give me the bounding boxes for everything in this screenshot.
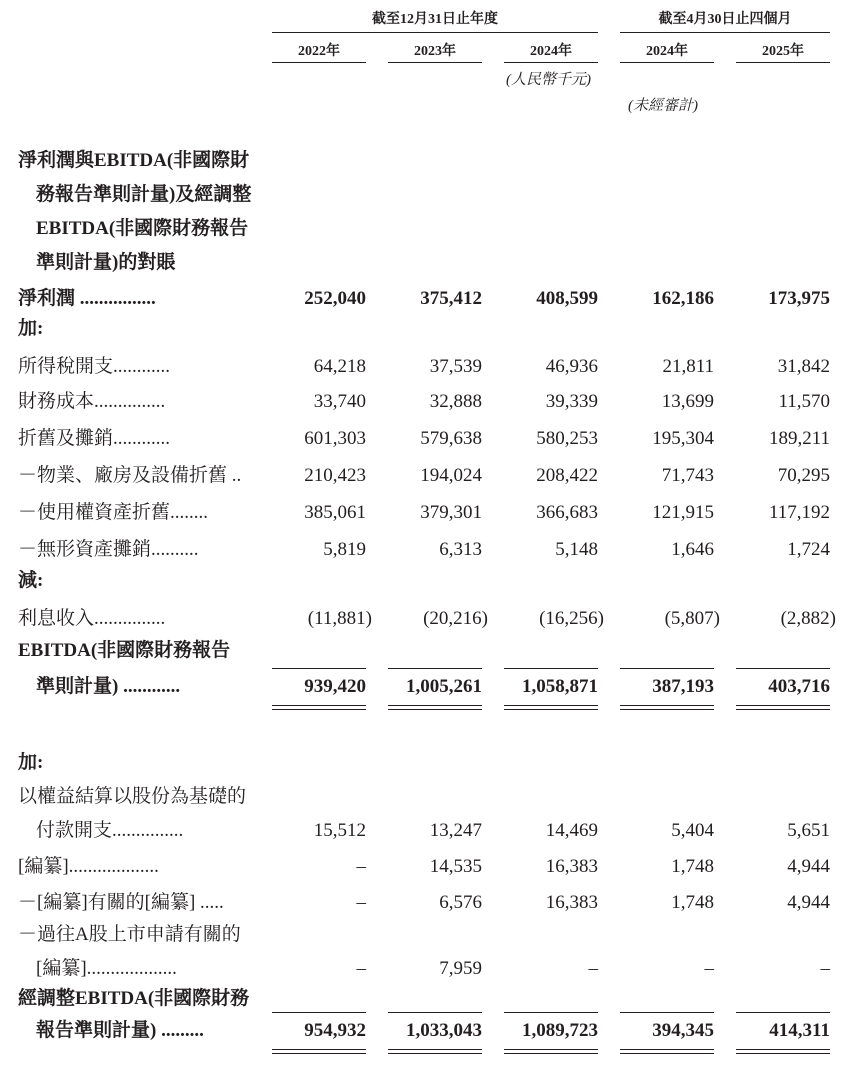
section-title-line-1: 淨利潤與EBITDA(非國際財	[18, 150, 250, 171]
cell-ebitda-2023: 1,005,261	[406, 676, 482, 697]
double-rule-adj-ebitda-2022	[272, 1049, 366, 1054]
cell-adj-ebitda-2024-period: 394,345	[652, 1020, 714, 1041]
row-label-ebitda-line-2: 準則計量) ............	[36, 676, 181, 697]
cell-depreciation-2024-period: 195,304	[652, 428, 714, 449]
double-rule-ebitda-2024-period	[620, 705, 714, 710]
header-group-four-months-rule	[620, 32, 830, 33]
cell-depreciation-2022: 601,303	[304, 428, 366, 449]
row-label-less: 減:	[18, 570, 44, 591]
row-label-share-payment-line-2: 付款開支...............	[36, 820, 184, 841]
header-year-2025-period: 2025年	[762, 44, 804, 59]
cell-share-payment-2025-period: 5,651	[787, 820, 830, 841]
cell-ppe-depreciation-2024-full: 208,422	[536, 465, 598, 486]
cell-listing-2022: –	[356, 958, 366, 979]
double-rule-adj-ebitda-2024-period	[620, 1049, 714, 1054]
rule-above-adj-ebitda-2023	[388, 1012, 482, 1013]
double-rule-ebitda-2023	[388, 705, 482, 710]
cell-adj-ebitda-2022: 954,932	[304, 1020, 366, 1041]
cell-income-tax-2022: 64,218	[313, 356, 366, 377]
header-group-year-end: 截至12月31日止年度	[372, 12, 498, 27]
cell-net-profit-2022: 252,040	[304, 288, 366, 309]
cell-ppe-depreciation-2023: 194,024	[420, 465, 482, 486]
row-label-finance-cost: 財務成本...............	[18, 391, 166, 412]
cell-redacted-related-2022: –	[356, 892, 366, 913]
double-rule-adj-ebitda-2025-period	[736, 1049, 830, 1054]
cell-ebitda-2025-period: 403,716	[768, 676, 830, 697]
cell-rou-depreciation-2024-full: 366,683	[536, 502, 598, 523]
cell-intangible-2023: 6,313	[439, 539, 482, 560]
cell-finance-cost-2022: 33,740	[313, 391, 366, 412]
cell-share-payment-2024-period: 5,404	[671, 820, 714, 841]
cell-income-tax-2023: 37,539	[429, 356, 482, 377]
header-year-rule-2022	[272, 62, 366, 63]
cell-listing-2023: 7,959	[439, 958, 482, 979]
cell-ebitda-2024-full: 1,058,871	[522, 676, 598, 697]
row-label-net-profit: 淨利潤 ................	[18, 288, 156, 309]
cell-redacted-2023: 14,535	[429, 856, 482, 877]
cell-interest-income-2024-full: (16,256)	[539, 608, 604, 629]
cell-listing-2024-full: –	[588, 958, 598, 979]
cell-ebitda-2022: 939,420	[304, 676, 366, 697]
row-label-rou-depreciation: －使用權資產折舊........	[18, 502, 209, 523]
row-label-redacted: [編纂]...................	[18, 856, 159, 877]
header-year-2023: 2023年	[414, 44, 456, 59]
cell-depreciation-2024-full: 580,253	[536, 428, 598, 449]
rule-above-ebitda-2025-period	[736, 668, 830, 669]
row-label-listing-line-1: －過往A股上市申請有關的	[18, 924, 241, 945]
double-rule-adj-ebitda-2024-full	[504, 1049, 598, 1054]
double-rule-ebitda-2025-period	[736, 705, 830, 710]
header-year-rule-2024-period	[620, 62, 714, 63]
cell-ppe-depreciation-2025-period: 70,295	[777, 465, 830, 486]
cell-redacted-2024-period: 1,748	[671, 856, 714, 877]
cell-finance-cost-2024-period: 13,699	[661, 391, 714, 412]
rule-above-adj-ebitda-2024-full	[504, 1012, 598, 1013]
cell-interest-income-2025-period: (2,882)	[780, 608, 836, 629]
header-group-four-months: 截至4月30日止四個月	[658, 12, 792, 27]
row-label-ebitda-line-1: EBITDA(非國際財務報告	[18, 640, 231, 661]
unaudited-note: (未經審計)	[628, 98, 698, 114]
row-label-adj-ebitda-line-1: 經調整EBITDA(非國際財務	[18, 988, 250, 1009]
cell-income-tax-2024-full: 46,936	[545, 356, 598, 377]
cell-ebitda-2024-period: 387,193	[652, 676, 714, 697]
row-label-listing-line-2: [編纂]...................	[36, 958, 177, 979]
cell-finance-cost-2023: 32,888	[429, 391, 482, 412]
rule-above-adj-ebitda-2025-period	[736, 1012, 830, 1013]
cell-rou-depreciation-2022: 385,061	[304, 502, 366, 523]
rule-above-adj-ebitda-2024-period	[620, 1012, 714, 1013]
cell-redacted-2025-period: 4,944	[787, 856, 830, 877]
cell-intangible-2022: 5,819	[323, 539, 366, 560]
cell-rou-depreciation-2025-period: 117,192	[768, 502, 830, 523]
cell-depreciation-2023: 579,638	[420, 428, 482, 449]
cell-rou-depreciation-2024-period: 121,915	[652, 502, 714, 523]
cell-income-tax-2024-period: 21,811	[662, 356, 714, 377]
cell-income-tax-2025-period: 31,842	[777, 356, 830, 377]
cell-ppe-depreciation-2022: 210,423	[304, 465, 366, 486]
cell-redacted-related-2023: 6,576	[439, 892, 482, 913]
cell-finance-cost-2024-full: 39,339	[545, 391, 598, 412]
cell-finance-cost-2025-period: 11,570	[778, 391, 830, 412]
cell-interest-income-2023: (20,216)	[423, 608, 488, 629]
double-rule-ebitda-2024-full	[504, 705, 598, 710]
cell-redacted-2022: –	[356, 856, 366, 877]
row-label-share-payment-line-1: 以權益結算以股份為基礎的	[18, 786, 247, 807]
header-year-rule-2025-period	[736, 62, 830, 63]
section-title-line-2: 務報告準則計量)及經調整	[36, 184, 252, 205]
rule-above-adj-ebitda-2022	[272, 1012, 366, 1013]
section-title-line-4: 準則計量)的對賬	[36, 252, 176, 273]
cell-intangible-2024-period: 1,646	[671, 539, 714, 560]
row-label-depreciation: 折舊及攤銷............	[18, 428, 171, 449]
rule-above-ebitda-2024-period	[620, 668, 714, 669]
cell-listing-2025-period: –	[820, 958, 830, 979]
cell-net-profit-2024-full: 408,599	[536, 288, 598, 309]
cell-ppe-depreciation-2024-period: 71,743	[661, 465, 714, 486]
header-year-2024-period: 2024年	[646, 44, 688, 59]
cell-intangible-2024-full: 5,148	[555, 539, 598, 560]
header-year-rule-2024-full	[504, 62, 598, 63]
cell-net-profit-2023: 375,412	[420, 288, 482, 309]
cell-interest-income-2022: (11,881)	[307, 608, 372, 629]
cell-net-profit-2025-period: 173,975	[768, 288, 830, 309]
header-year-2024-full: 2024年	[530, 44, 572, 59]
row-label-ppe-depreciation: －物業、廠房及設備折舊 ..	[18, 465, 242, 486]
cell-listing-2024-period: –	[704, 958, 714, 979]
cell-net-profit-2024-period: 162,186	[652, 288, 714, 309]
row-label-redacted-related: －[編纂]有關的[編纂] .....	[18, 892, 224, 913]
section-title-line-3: EBITDA(非國際財務報告	[36, 218, 249, 239]
rule-above-ebitda-2022	[272, 668, 366, 669]
row-label-interest-income: 利息收入...............	[18, 608, 166, 629]
cell-rou-depreciation-2023: 379,301	[420, 502, 482, 523]
rule-above-ebitda-2023	[388, 668, 482, 669]
double-rule-ebitda-2022	[272, 705, 366, 710]
cell-adj-ebitda-2023: 1,033,043	[406, 1020, 482, 1041]
cell-adj-ebitda-2025-period: 414,311	[769, 1020, 830, 1041]
header-year-rule-2023	[388, 62, 482, 63]
cell-redacted-related-2024-period: 1,748	[671, 892, 714, 913]
header-year-2022: 2022年	[298, 44, 340, 59]
cell-interest-income-2024-period: (5,807)	[664, 608, 720, 629]
header-group-year-end-rule	[272, 32, 598, 33]
cell-redacted-2024-full: 16,383	[545, 856, 598, 877]
cell-redacted-related-2024-full: 16,383	[545, 892, 598, 913]
row-label-add-1: 加:	[18, 318, 44, 339]
cell-adj-ebitda-2024-full: 1,089,723	[522, 1020, 598, 1041]
row-label-adj-ebitda-line-2: 報告準則計量) .........	[36, 1020, 204, 1041]
cell-depreciation-2025-period: 189,211	[768, 428, 830, 449]
rule-above-ebitda-2024-full	[504, 668, 598, 669]
unit-note: (人民幣千元)	[506, 72, 591, 88]
row-label-add-2: 加:	[18, 752, 44, 773]
cell-share-payment-2024-full: 14,469	[545, 820, 598, 841]
cell-intangible-2025-period: 1,724	[787, 539, 830, 560]
row-label-income-tax: 所得稅開支............	[18, 356, 171, 377]
cell-redacted-related-2025-period: 4,944	[787, 892, 830, 913]
double-rule-adj-ebitda-2023	[388, 1049, 482, 1054]
cell-share-payment-2022: 15,512	[313, 820, 366, 841]
cell-share-payment-2023: 13,247	[429, 820, 482, 841]
row-label-intangible-amortization: －無形資產攤銷..........	[18, 539, 199, 560]
